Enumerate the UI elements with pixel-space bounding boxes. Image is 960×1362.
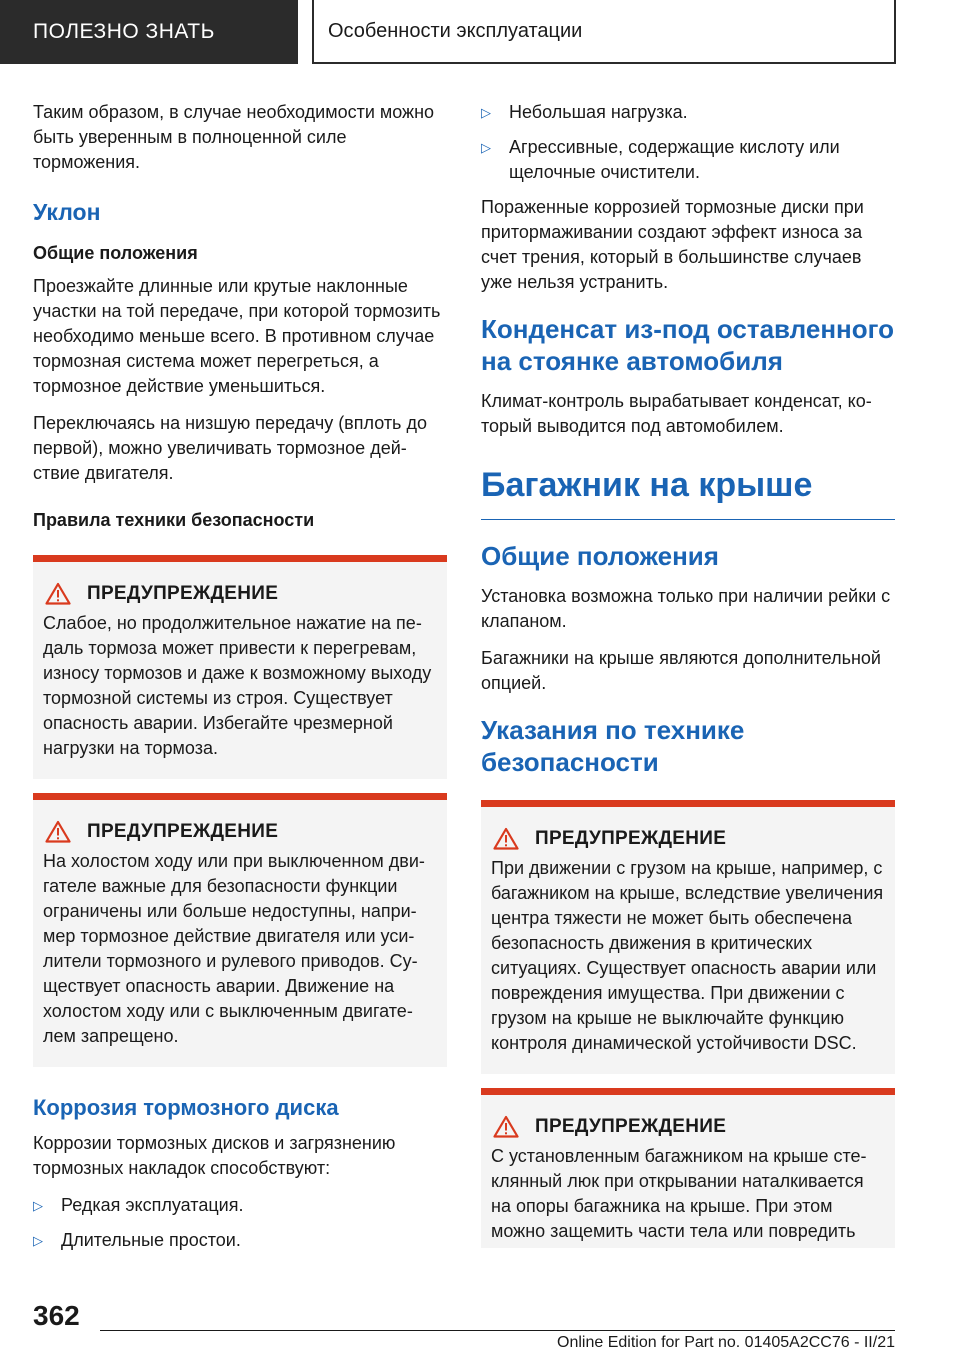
chapter-tab bbox=[312, 0, 896, 64]
warning-icon bbox=[493, 1115, 519, 1138]
corrosion-list bbox=[33, 1193, 447, 1253]
list-item: ▷ Агрессивные, содержащие кислоту или щелочные очистители. bbox=[481, 135, 895, 185]
warning-icon bbox=[45, 820, 71, 843]
general-paragraph-2: Переключаясь на низшую передачу (вплоть до первой), можно увеличивать тормозное действие двигателя. bbox=[33, 413, 427, 483]
triangle-bullet-icon: ▷ bbox=[481, 105, 491, 120]
warning-text: Слабое, но продолжительное нажатие на педаль тормоза может привести к перегревам, износу тормозов и даже к возможному выходу тормозной системы из строя. Существует опасность аварии. Избегайте чрезмерной нагрузки на тормоза. bbox=[43, 613, 432, 758]
warning-text: При движении с грузом на крыше, например, с багажником на крыше, вследствие увеличения центра тяжести не может быть обеспечена безопасность движения в критических ситуациях. Существует опасность аварии или повреждения имущества. При движении с грузом на крыше не выключайте функцию контроля динамической устойчивости DSC. bbox=[491, 858, 884, 1053]
list-item: ▷ Небольшая нагрузка. bbox=[481, 100, 895, 125]
general-heading: Общие положения bbox=[33, 243, 198, 263]
triangle-bullet-icon: ▷ bbox=[33, 1233, 43, 1248]
warning-box-3 bbox=[481, 800, 895, 1074]
list-item: ▷ Редкая эксплуатация. bbox=[33, 1193, 447, 1218]
warning-box-4 bbox=[481, 1088, 895, 1248]
warning-box-2 bbox=[33, 793, 447, 1067]
slope-heading: Уклон bbox=[33, 199, 101, 225]
corrosion-effect-paragraph: Пораженные коррозией тормозные диски при притормаживании создают эффект износа за счет трения, который в большинстве случаев уже нельзя устранить. bbox=[481, 197, 864, 292]
warning-title: ПРЕДУПРЕЖДЕНИЕ bbox=[87, 582, 279, 604]
condensate-paragraph: Климат-контроль вырабатывает конденсат, который выводится под автомобилем. bbox=[481, 391, 872, 436]
roof-paragraph-2: Багажники на крыше являются дополнительной опцией. bbox=[481, 648, 881, 693]
section-title: ПОЛЕЗНО ЗНАТЬ bbox=[33, 20, 215, 43]
left-column bbox=[33, 100, 447, 1263]
triangle-bullet-icon: ▷ bbox=[33, 1198, 43, 1213]
footer-divider bbox=[100, 1330, 895, 1331]
roof-paragraph-1: Установка возможна только при наличии рейки с клапаном. bbox=[481, 586, 891, 631]
safety-heading: Правила техники безопасности bbox=[33, 510, 315, 530]
warning-title: ПРЕДУПРЕЖДЕНИЕ bbox=[87, 820, 279, 842]
warning-title: ПРЕДУПРЕЖДЕНИЕ bbox=[535, 1115, 727, 1137]
section-tab bbox=[0, 0, 298, 64]
roof-rack-heading: Багажник на крыше bbox=[481, 465, 895, 520]
corrosion-list-continued bbox=[481, 100, 895, 185]
warning-icon bbox=[45, 582, 71, 605]
warning-text: На холостом ходу или при выключенном двигателе важные для безопасности функции ограничены или больше недоступны, например тормозное действие двигателя или усилители тормозного и рулевого приводов. Существует опасность аварии. Движение на холостом ходу или с выключенным двигателем запрещено. bbox=[43, 851, 425, 1046]
warning-text: С установленным багажником на крыше стеклянный люк при открывании наталкивается на опоры багажника на крыше. При этом можно защемить части тела или повредить bbox=[491, 1146, 867, 1241]
condensate-heading: Конденсат из-под оставленного на стоянке автомобиля bbox=[481, 314, 894, 376]
warning-title: ПРЕДУПРЕЖДЕНИЕ bbox=[535, 827, 727, 849]
list-item: ▷ Длительные простои. bbox=[33, 1228, 447, 1253]
right-column bbox=[481, 100, 895, 1262]
corrosion-paragraph: Коррозии тормозных дисков и загрязнению тормозных накладок способствуют: bbox=[33, 1133, 396, 1178]
roof-general-heading: Общие положения bbox=[481, 541, 719, 571]
corrosion-heading: Коррозия тормозного диска bbox=[33, 1095, 339, 1120]
roof-safety-heading: Указания по технике безопасности bbox=[481, 715, 745, 777]
page-number: 362 bbox=[33, 1300, 80, 1331]
warning-icon bbox=[493, 827, 519, 850]
edition-footer: Online Edition for Part no. 01405A2CC76 - II/21 bbox=[557, 1334, 895, 1351]
triangle-bullet-icon: ▷ bbox=[481, 140, 491, 155]
intro-paragraph: Таким образом, в случае необходимости можно быть уверенным в полноценной силе торможения. bbox=[33, 102, 435, 172]
warning-box-1 bbox=[33, 555, 447, 779]
general-paragraph-1: Проезжайте длинные или крутые наклонные участки на той передаче, при которой тормозить необходимо меньше всего. В противном случае тормозная система может перегреться, а тормозное действие уменьшиться. bbox=[33, 276, 441, 396]
chapter-title: Особенности эксплуатации bbox=[328, 19, 583, 42]
